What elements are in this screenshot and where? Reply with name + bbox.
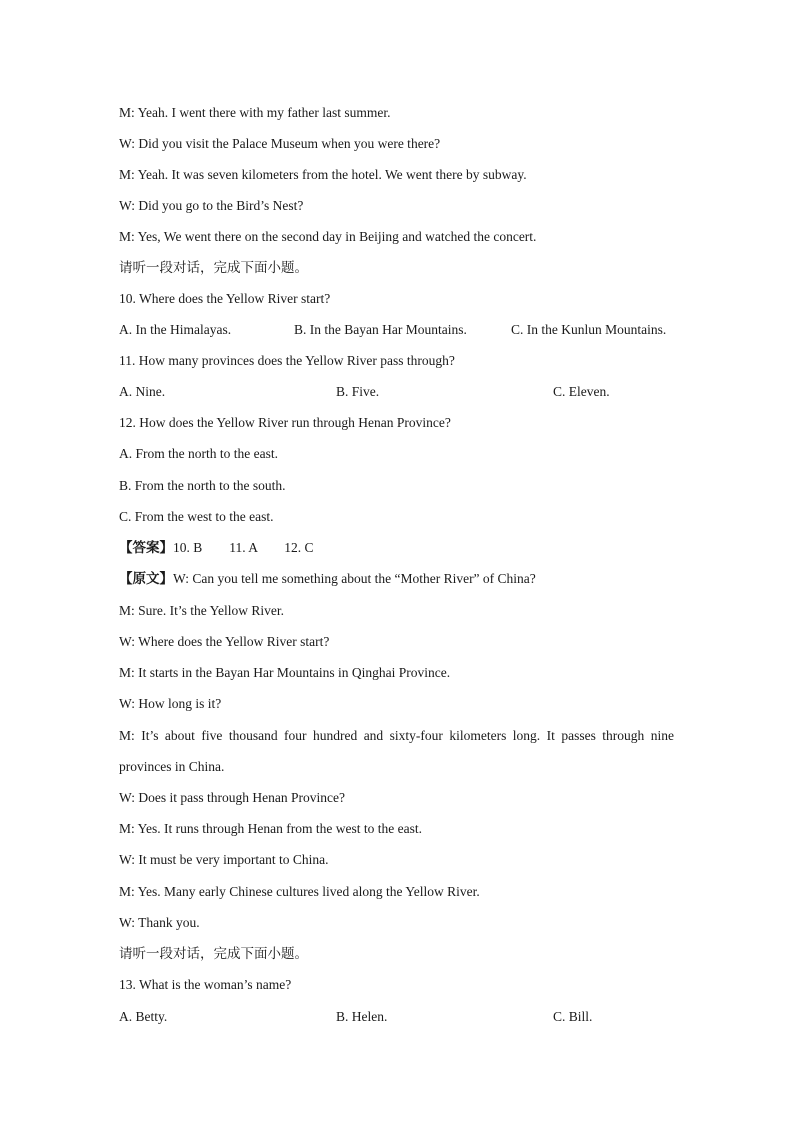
dialogue-line: M: Yes. It runs through Henan from the west to the east. xyxy=(119,821,422,836)
dialogue-line: M: Yes, We went there on the second day in Beijing and watched the concert. xyxy=(119,229,537,244)
answer-line xyxy=(119,539,314,557)
dialogue-line: M: It starts in the Bayan Har Mountains in Qinghai Province. xyxy=(119,665,451,680)
option-12c: C. From the west to the east. xyxy=(119,509,274,524)
dialogue-line: W: It must be very important to China. xyxy=(119,852,329,867)
option-12a: A. From the north to the east. xyxy=(119,446,278,461)
option-10c: C. In the Kunlun Mountains. xyxy=(511,322,667,337)
option-10a: A. In the Himalayas. xyxy=(119,322,232,337)
option-13b: B. Helen. xyxy=(336,1009,388,1024)
dialogue-line: W: Thank you. xyxy=(119,915,200,930)
dialogue-line: W: How long is it? xyxy=(119,696,222,711)
section-instruction: 请听一段对话，完成下面小题。 xyxy=(119,260,308,275)
section-instruction: 请听一段对话，完成下面小题。 xyxy=(119,946,308,961)
dialogue-line: M: It’s about five thousand four hundred and sixty-four kilometers long. It passes through nine xyxy=(119,728,674,743)
dialogue-line: W: Does it pass through Henan Province? xyxy=(119,790,345,805)
answer-text: 10. B 11. A 12. C xyxy=(173,540,314,555)
answer-tag: 【答案】 xyxy=(119,540,173,555)
option-12b: B. From the north to the south. xyxy=(119,478,286,493)
option-13a: A. Betty. xyxy=(119,1009,168,1024)
option-11a: A. Nine. xyxy=(119,384,166,399)
option-10b: B. In the Bayan Har Mountains. xyxy=(294,322,467,337)
dialogue-line: W: Did you visit the Palace Museum when you were there? xyxy=(119,136,441,151)
original-tag: 【原文】 xyxy=(119,571,173,586)
dialogue-line: M: Yes. Many early Chinese cultures lived along the Yellow River. xyxy=(119,884,480,899)
dialogue-line: M: Yeah. It was seven kilometers from the hotel. We went there by subway. xyxy=(119,167,527,182)
dialogue-line: M: Sure. It’s the Yellow River. xyxy=(119,603,285,618)
option-11b: B. Five. xyxy=(336,384,380,399)
original-text-line xyxy=(119,570,536,588)
dialogue-line-continued: provinces in China. xyxy=(119,759,225,774)
question-12: 12. How does the Yellow River run through Henan Province? xyxy=(119,415,451,430)
question-11: 11. How many provinces does the Yellow River pass through? xyxy=(119,353,455,368)
dialogue-line: W: Where does the Yellow River start? xyxy=(119,634,330,649)
option-11c: C. Eleven. xyxy=(553,384,610,399)
dialogue-line: M: Yeah. I went there with my father last summer. xyxy=(119,105,391,120)
question-13: 13. What is the woman’s name? xyxy=(119,977,292,992)
question-10: 10. Where does the Yellow River start? xyxy=(119,291,331,306)
option-13c: C. Bill. xyxy=(553,1009,593,1024)
dialogue-line: W: Did you go to the Bird’s Nest? xyxy=(119,198,304,213)
original-text: W: Can you tell me something about the “Mother River” of China? xyxy=(173,571,536,586)
